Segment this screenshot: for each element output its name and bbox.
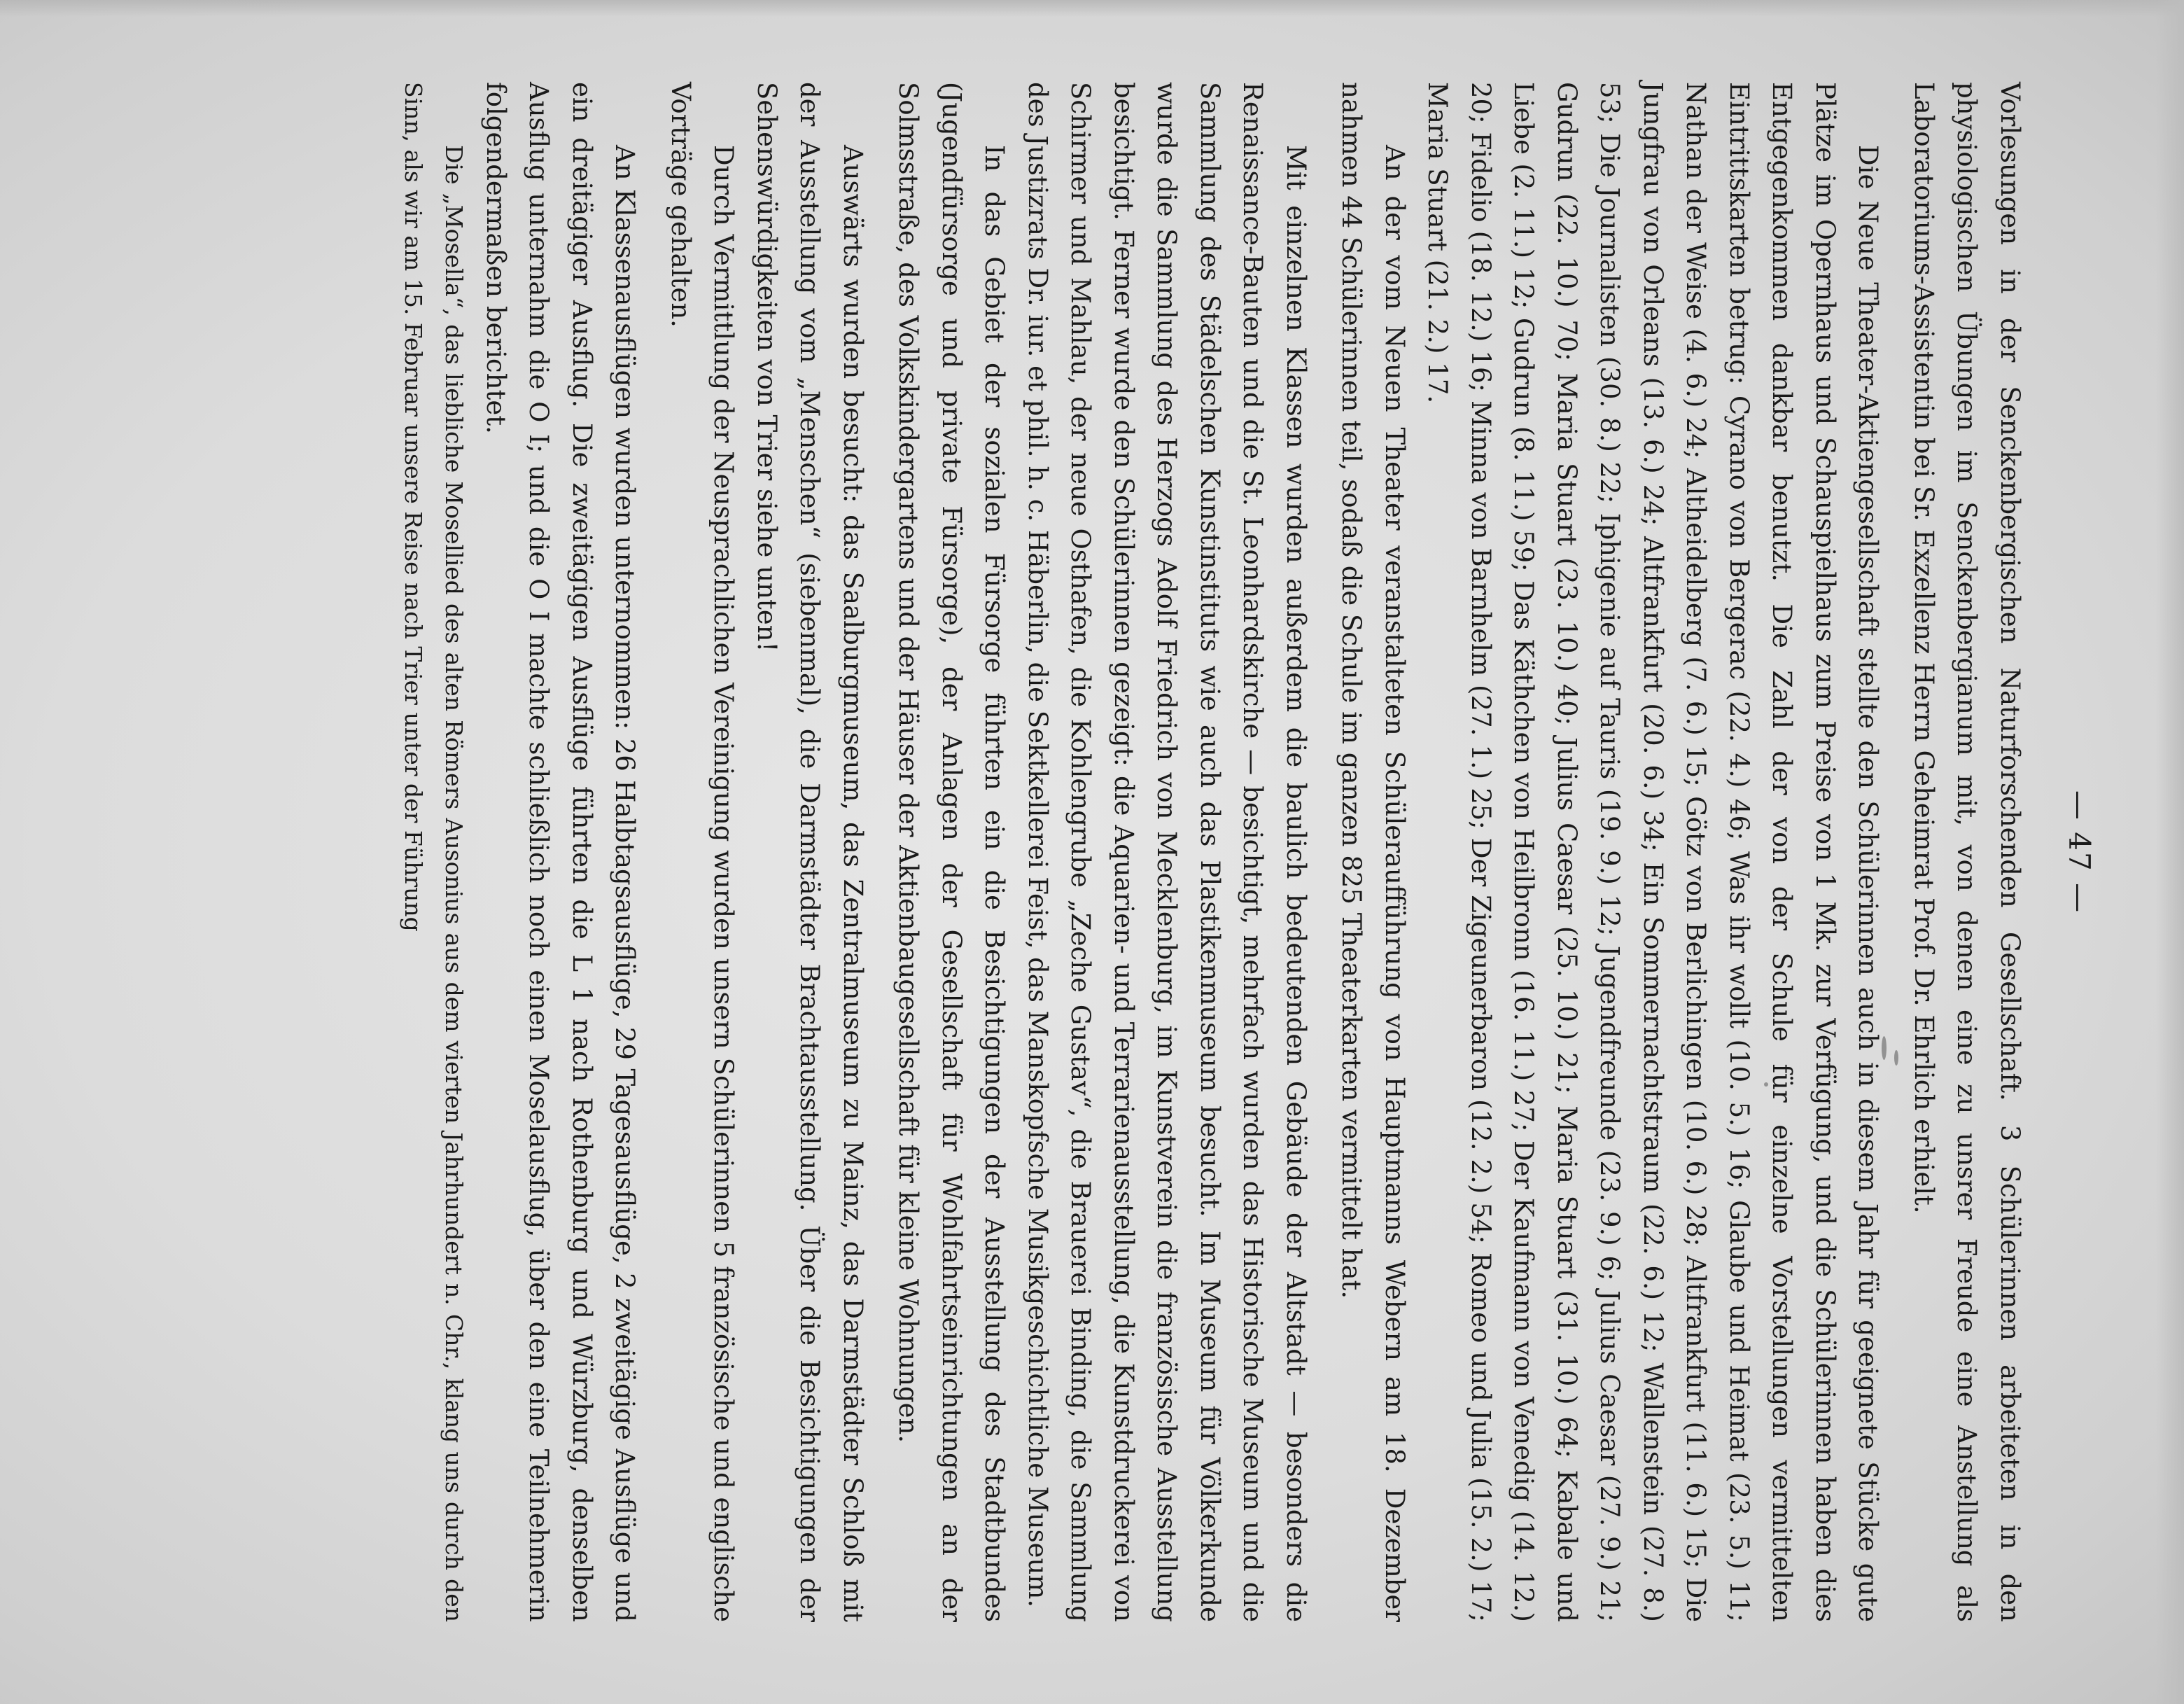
paragraph-senckenberg: Vorlesungen in der Senckenbergischen Naturforschenden Gesellschaft. 3 Schülerinnen arbeiteten in den physiologischen Übungen im Senckenbergianum mit, von denen eine zu unsrer Freude eine Anstellung als Laboratoriums-Assistentin bei Sr. Exzellenz Herrn Geheimrat Prof. Dr. Ehrlich erhielt. xyxy=(1909,82,2025,1622)
paragraph-social-welfare: In das Gebiet der sozialen Fürsorge führten ein die Besichtigungen der Ausstellung des Stadtbundes (Jugendfürsorge und private Fürsorge), der Anlagen der Gesellschaft für Wohlfahrtseinrichtungen an der Solmsstraße, des Volkskindergartens und der Häuser der Aktienbaugesellschaft für kleine Wohnungen. xyxy=(893,82,1010,1622)
scan-shadow-top xyxy=(0,0,2184,17)
paragraph-theater-tickets: Die Neue Theater-Aktiengesellschaft stellte den Schülerinnen auch in diesem Jahr für geeignete Stücke gute Plätze im Opernhaus und Schauspielhaus zum Preise von 1 Mk. zur Verfügung, und die Schülerinnen haben dies Entgegenkommen dankbar benutzt. Die Zahl der von der Schule für einzelne Vorstellungen vermittelten Eintrittskarten betrug: Cyrano von Bergerac (22. 4.) 46; Was ihr wollt (10. 5.) 16; Glaube und Heimat (23. 5.) 11; Nathan der Weise (4. 6.) 24; Altheidelberg (7. 6.) 15; Götz von Berlichingen (10. 6.) 28; Altfrankfurt (11. 6.) 15; Die Jungfrau von Orleans (13. 6.) 24; Altfrankfurt (20. 6.) 34; Ein Sommernachtstraum (22. 6.) 12; Wallenstein (27. 8.) 53; Die Journalisten (30. 8.) 22; Iphigenie auf Tauris (19. 9.) 12; Jugendfreunde (23. 9.) 6; Julius Caesar (27. 9.) 21; Gudrun (22. 10.) 70; Maria Stuart (23. 10.) 40; Julius Caesar (25. 10.) 21; Maria Stuart (31. 10.) 64; Kabale und Liebe (2. 11.) 12; Gudrun (8. 11.) 59; Das Käthchen von Heilbronn (16. 11.) 27; Der Kaufmann von Venedig (14. 12.) 20; Fidelio (18. 12.) 16; Minna von Barnhelm (27. 1.) 25; Der Zigeunerbaron (12. 2.) 54; Romeo und Julia (15. 2.) 17; Maria Stuart (21. 2.) 17. xyxy=(1422,82,1884,1622)
page-number: — 47 — xyxy=(2062,790,2096,914)
paragraph-lectures: Durch Vermittlung der Neusprachlichen Vereinigung wurden unsern Schülerinnen 5 französische und englische Vorträge gehalten. xyxy=(666,82,739,1622)
paragraph-museum-visits: Mit einzelnen Klassen wurden außerdem die baulich bedeutenden Gebäude der Altstadt — besonders die Renaissance-Bauten und die St. Leonhardskirche — besichtigt, mehrfach wurden das Historische Museum und die Sammlung des Städelschen Kunstinstituts wie auch das Plastikenmuseum besucht. Im Museum für Völkerkunde wurde die Sammlung des Herzogs Adolf Friedrich von Mecklenburg, im Kunstverein die französische Ausstellung besichtigt. Ferner wurde den Schülerinnen gezeigt: die Aquarien- und Terrarienausstellung, die Kunstdruckerei von Schirmer und Mahlau, der neue Osthafen, die Kohlengrube „Zeche Gustav“, die Brauerei Binding, die Sammlung des Justizrats Dr. iur. et phil. h. c. Häberlin, die Sektkellerei Feist, das Manskopfsche Musikgeschichtliche Museum. xyxy=(1023,82,1311,1622)
paragraph-mosella-report: Die „Mosella“, das liebliche Mosellied des alten Römers Ausonius aus dem vierten Jahrhundert n. Chr., klang uns durch den Sinn, als wir am 15. Februar unsere Reise nach Trier unter der Führung xyxy=(400,82,468,1622)
paragraph-class-excursions: An Klassenausflügen wurden unternommen: 26 Halbtagsausflüge, 29 Tagesausflüge, 2 zweitägige Ausflüge und ein dreitägiger Ausflug. Die zweitägigen Ausflüge führten die L 1 nach Rothenburg und Würzburg, denselben Ausflug unternahm die O I; und die O I machte schließlich noch einen Moselausflug, über den eine Teilnehmerin folgendermaßen berichtet. xyxy=(481,82,640,1622)
paragraph-external-visits: Auswärts wurden besucht: das Saalburgmuseum, das Zentralmuseum zu Mainz, das Darmstädter Schloß mit der Ausstellung vom „Menschen“ (siebenmal), die Darmstädter Brachtausstellung. Über die Besichtigungen der Sehenswürdigkeiten von Trier siehe unten! xyxy=(752,82,868,1622)
paragraph-school-performance: An der vom Neuen Theater veranstalteten Schüleraufführung von Hauptmanns Webern am 18. Dezember nahmen 44 Schülerinnen teil, sodaß die Schule im ganzen 825 Theaterkarten vermittelt hat. xyxy=(1336,82,1410,1622)
rotated-document-page xyxy=(84,82,2100,1622)
scan-shadow-right xyxy=(2156,0,2184,1704)
